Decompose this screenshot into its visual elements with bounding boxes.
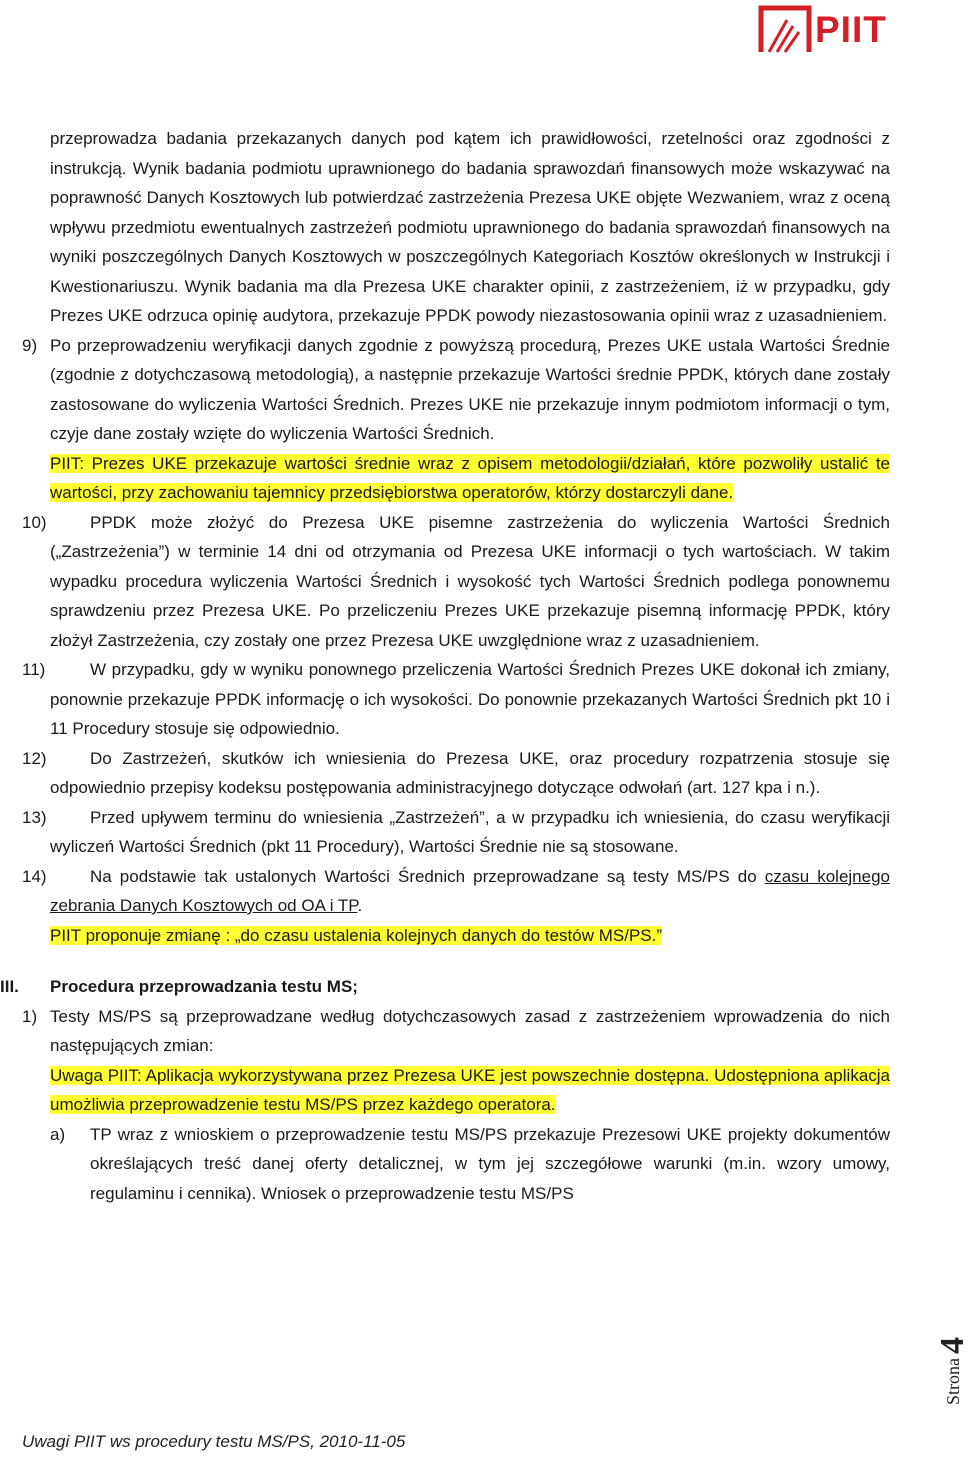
page-footer: Uwagi PIIT ws procedury testu MS/PS, 2010-11-05	[22, 1432, 406, 1451]
list-item-13	[22, 803, 890, 862]
item-text-end: .	[357, 896, 363, 915]
piit-proposal	[50, 921, 890, 951]
sub-item-text: TP wraz z wnioskiem o przeprowadzenie testu MS/PS przekazuje Prezesowi UKE projekty dokumentów określających treść danej oferty detalicznej, w tym jej szczegółowe warunki (m.in. wzory umowy, regulaminu i cennika). Wniosek o przeprowadzenie testu MS/PS	[90, 1124, 890, 1203]
underlined-phrase: czasu kolejnego zebrania Danych Kosztowych od OA i TP	[50, 866, 890, 915]
list-item-14	[22, 862, 890, 921]
item-number: 14)	[22, 866, 47, 886]
list-item-10	[22, 508, 890, 656]
sub-item-label: a)	[50, 1124, 66, 1144]
piit-comment-text: PIIT: Prezes UKE przekazuje wartości średnie wraz z opisem metodologii/działań, które pozwoliły ustalić te wartości, przy zachowaniu tajemnicy przedsiębiorstwa operatorów, którzy dostarczyli dane.	[50, 453, 890, 502]
piit-remark	[50, 1061, 890, 1120]
section-title: Procedura przeprowadzania testu MS;	[50, 977, 358, 996]
item-text: Przed upływem terminu do wniesienia „Zastrzeżeń”, a w przypadku ich wniesienia, do czasu weryfikacji wyliczeń Wartości Średnich (pkt 11 Procedury), Wartości Średnie nie są stosowane.	[50, 807, 890, 856]
item-text	[50, 862, 890, 921]
item-number: 10)	[22, 512, 47, 532]
item-number: 11)	[22, 660, 46, 679]
logo-text: PIIT	[815, 9, 887, 50]
page-number	[934, 1337, 972, 1405]
item-text: Do Zastrzeżeń, skutków ich wniesienia do Prezesa UKE, oraz procedury rozpatrzenia stosuje się odpowiednio przepisy kodeksu postępowania administracyjnego dotyczące odwołań (art. 127 kpa i n.).	[50, 748, 890, 797]
item-text: W przypadku, gdy w wyniku ponownego przeliczenia Wartości Średnich Prezes UKE dokonał ich zmiany, ponownie przekazuje PPDK informację o ich wysokości. Do ponownie przekazanych Wartości Średnich pkt 10 i 11 Procedury stosuje się odpowiednio.	[50, 660, 890, 738]
piit-logo-mark	[757, 2, 813, 56]
list-item-12	[22, 744, 890, 803]
section-number: III.	[0, 977, 19, 996]
item-number: 9)	[22, 335, 38, 355]
item-text-lead: Na podstawie tak ustalonych Wartości Średnich przeprowadzane są testy MS/PS do	[90, 866, 765, 886]
list-item-11	[22, 655, 890, 744]
item-text: Testy MS/PS są przeprowadzane według dotychczasowych zasad z zastrzeżeniem wprowadzenia do nich następujących zmian:	[50, 1006, 890, 1055]
paragraph-continuation: przeprowadza badania przekazanych danych pod kątem ich prawidłowości, rzetelności oraz zgodności z instrukcją. Wynik badania podmiotu uprawnionego do badania sprawozdań finansowych może wskazywać na poprawność Danych Kosztowych lub potwierdzać zastrzeżenia Prezesa UKE objęte Wezwaniem, wraz z oceną wpływu przedmiotu ewentualnych zastrzeżeń podmiotu uprawnionego do badania sprawozdań finansowych na wyniki poszczególnych Danych Kosztowych w poszczególnych Kategoriach Kosztów określonych w Instrukcji i Kwestionariuszu. Wynik badania ma dla Prezesa UKE charakter opinii, z zastrzeżeniem, iż w przypadku, gdy Prezes UKE odrzuca opinię audytora, przekazuje PPDK powody niezastosowania opinii wraz z uzasadnieniem.	[50, 129, 890, 325]
piit-comment	[50, 449, 890, 508]
item-text: Po przeprowadzeniu weryfikacji danych zgodnie z powyższą procedurą, Prezes UKE ustala Wartości Średnie (zgodnie z dotychczasową metodologią), a następnie przekazuje Wartości średnie PPDK, których dane zostały zastosowane do wyliczenia Wartości Średnich. Prezes UKE nie przekazuje innym podmiotom informacji o tym, czyje dane zostały wzięte do wyliczenia Wartości Średnich.	[50, 335, 890, 443]
piit-logo	[757, 2, 892, 56]
item-text: PPDK może złożyć do Prezesa UKE pisemne zastrzeżenia do wyliczenia Wartości Średnich („Zastrzeżenia”) w terminie 14 dni od otrzymania od Prezesa UKE informacji o tych wartościach. W takim wypadku procedura wyliczenia Wartości Średnich i wysokość tych Wartości Średnich podlega ponownemu sprawdzeniu przez Prezesa UKE. Po przeliczeniu Prezes UKE przekazuje pisemną informację PPDK, który złożył Zastrzeżenia, czy zostały one przez Prezesa UKE uwzględnione wraz z uzasadnieniem.	[50, 512, 890, 650]
document-body	[0, 124, 890, 1208]
list-item-9	[22, 331, 890, 449]
item-number: 13)	[22, 807, 47, 827]
sub-item-a	[50, 1120, 890, 1209]
section-heading	[0, 972, 890, 1002]
piit-proposal-text: PIIT proponuje zmianę : „do czasu ustalenia kolejnych danych do testów MS/PS.”	[50, 925, 663, 945]
section-item-1	[22, 1002, 890, 1061]
item-number: 1)	[22, 1006, 38, 1026]
item-number: 12)	[22, 748, 47, 768]
piit-remark-text: Uwaga PIIT: Aplikacja wykorzystywana przez Prezesa UKE jest powszechnie dostępna. Udostępniona aplikacja umożliwia przeprowadzenie testu MS/PS przez każdego operatora.	[50, 1065, 890, 1114]
page-number-value: 4	[934, 1337, 971, 1354]
page-label: Strona	[943, 1358, 963, 1405]
